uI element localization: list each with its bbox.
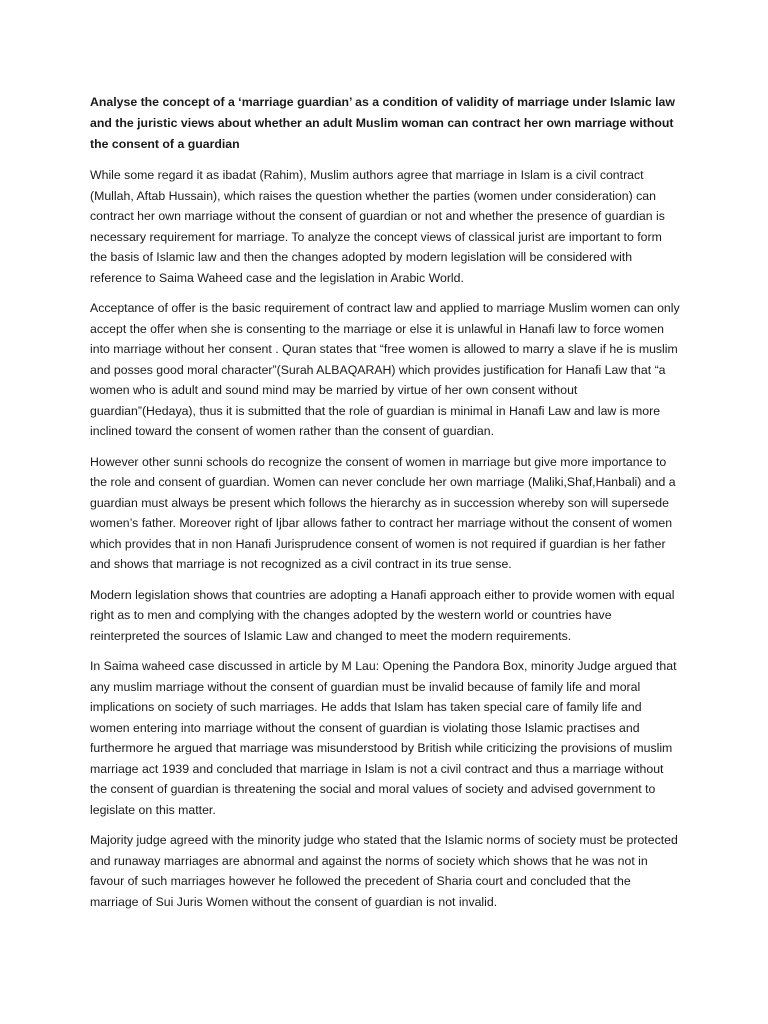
paragraph-1: While some regard it as ibadat (Rahim), Muslim authors agree that marriage in Islam is a civil contract (Mullah, Aftab Hussain), which raises the question whether the parties (women under consideration) can contract her own marriage without the consent of guardian or not and whether the presence of guardian is necessary requirement for marriage. To analyze the concept views of classical jurist are important to form the basis of Islamic law and then the changes adopted by modern legislation will be considered with reference to Saima Waheed case and the legislation in Arabic World. (90, 168, 665, 285)
paragraph-3: However other sunni schools do recognize the consent of women in marriage but give more importance to the role and consent of guardian. Women can never conclude her own marriage (Maliki,Shaf,Hanbali) and a guardian must always be present which follows the hierarchy as in succession whereby son will supersede women’s father. Moreover right of Ijbar allows father to contract her marriage without the consent of women which provides that in non Hanafi Jurisprudence consent of women is not required if guardian is her father and shows that marriage is not recognized as a civil contract in its true sense. (90, 454, 676, 571)
paragraph-4: Modern legislation shows that countries are adopting a Hanafi approach either to provide women with equal right as to men and complying with the changes adopted by the western world or countries have reinterpreted the sources of Islamic Law and changed to meet the modern requirements. (90, 587, 675, 643)
document-heading: Analyse the concept of a ‘marriage guardian’ as a condition of validity of marriage under Islamic law and the juristic views about whether an adult Muslim woman can contract her own marriage without the consent of a guardian (90, 95, 675, 151)
paragraph-2: Acceptance of offer is the basic requirement of contract law and applied to marriage Muslim women can only accept the offer when she is consenting to the marriage or else it is unlawful in Hanafi law to force women into marriage without her consent . Quran states that “free women is allowed to marry a slave if he is muslim and posses good moral character”(Surah ALBAQARAH) which provides justification for Hanafi Law that “a women who is adult and sound mind may be married by virtue of her own consent without guardian”(Hedaya), thus it is submitted that the role of guardian is minimal in Hanafi Law and law is more inclined toward the consent of women rather than the consent of guardian. (90, 301, 680, 438)
paragraph-5: In Saima waheed case discussed in article by M Lau: Opening the Pandora Box, minority Judge argued that any muslim marriage without the consent of guardian must be invalid because of family life and moral implications on society of such marriages. He adds that Islam has taken special care of family life and women entering into marriage without the consent of guardian is violating those Islamic practises and furthermore he argued that marriage was misunderstood by British while criticizing the provisions of muslim marriage act 1939 and concluded that marriage in Islam is not a civil contract and thus a marriage without the consent of guardian is threatening the social and moral values of society and advised government to legislate on this matter. (90, 659, 677, 817)
document-page (90, 92, 682, 922)
paragraph-6: Majority judge agreed with the minority judge who stated that the Islamic norms of society must be protected and runaway marriages are abnormal and against the norms of society which shows that he was not in favour of such marriages however he followed the precedent of Sharia court and concluded that the marriage of Sui Juris Women without the consent of guardian is not invalid. (90, 833, 678, 909)
